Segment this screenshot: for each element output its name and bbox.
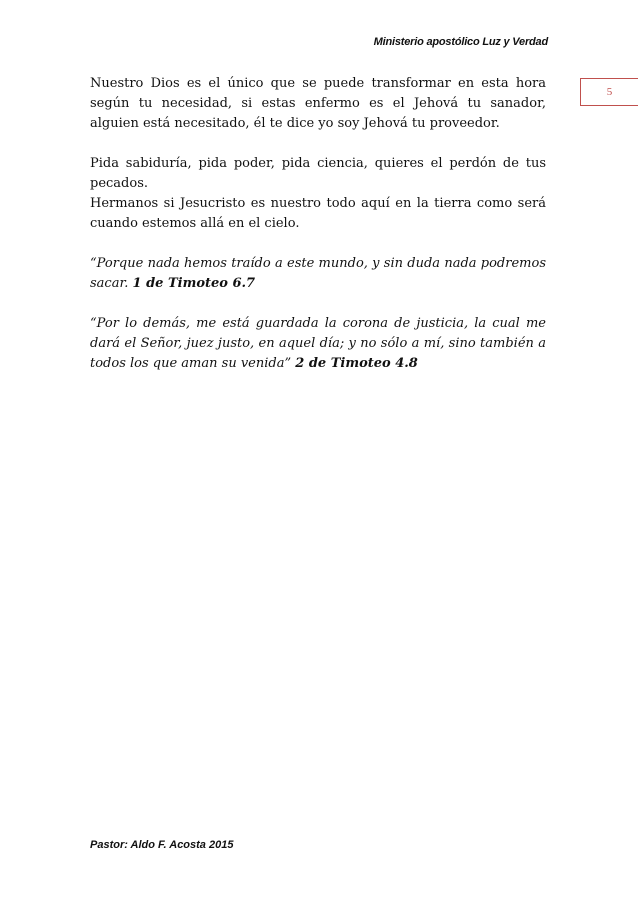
quote-timothy-6-7: [90, 254, 546, 294]
paragraph-god-provider: Nuestro Dios es el único que se puede transformar en esta hora según tu necesidad, si estas enfermo es el Jehová tu sanador, alguien está necesitado, él te dice yo soy Jehová tu proveedor.: [90, 76, 546, 131]
quote-text: “Porque nada hemos traído a este mundo, y sin duda nada podremos sacar.: [90, 256, 546, 291]
spacer: [90, 134, 546, 154]
running-footer: Pastor: Aldo F. Acosta 2015: [90, 839, 234, 851]
document-body: [90, 74, 546, 374]
quote-timothy-4-8: [90, 314, 546, 374]
page-number: 5: [606, 86, 613, 98]
page-number-tab: [580, 78, 638, 106]
spacer: [90, 234, 546, 254]
quote-reference: 2 de Timoteo 4.8: [295, 356, 418, 371]
paragraph-brothers: Hermanos si Jesucristo es nuestro todo aquí en la tierra como será cuando estemos allá en el cielo.: [90, 196, 546, 231]
running-header: Ministerio apostólico Luz y Verdad: [373, 36, 548, 48]
paragraph-ask-wisdom: Pida sabiduría, pida poder, pida ciencia, quieres el perdón de tus pecados.: [90, 156, 546, 191]
quote-text: “Por lo demás, me está guardada la corona de justicia, la cual me dará el Señor, juez justo, en aquel día; y no sólo a mí, sino también a todos los que aman su venida”: [90, 316, 546, 371]
spacer: [90, 294, 546, 314]
quote-reference: 1 de Timoteo 6.7: [132, 276, 256, 291]
